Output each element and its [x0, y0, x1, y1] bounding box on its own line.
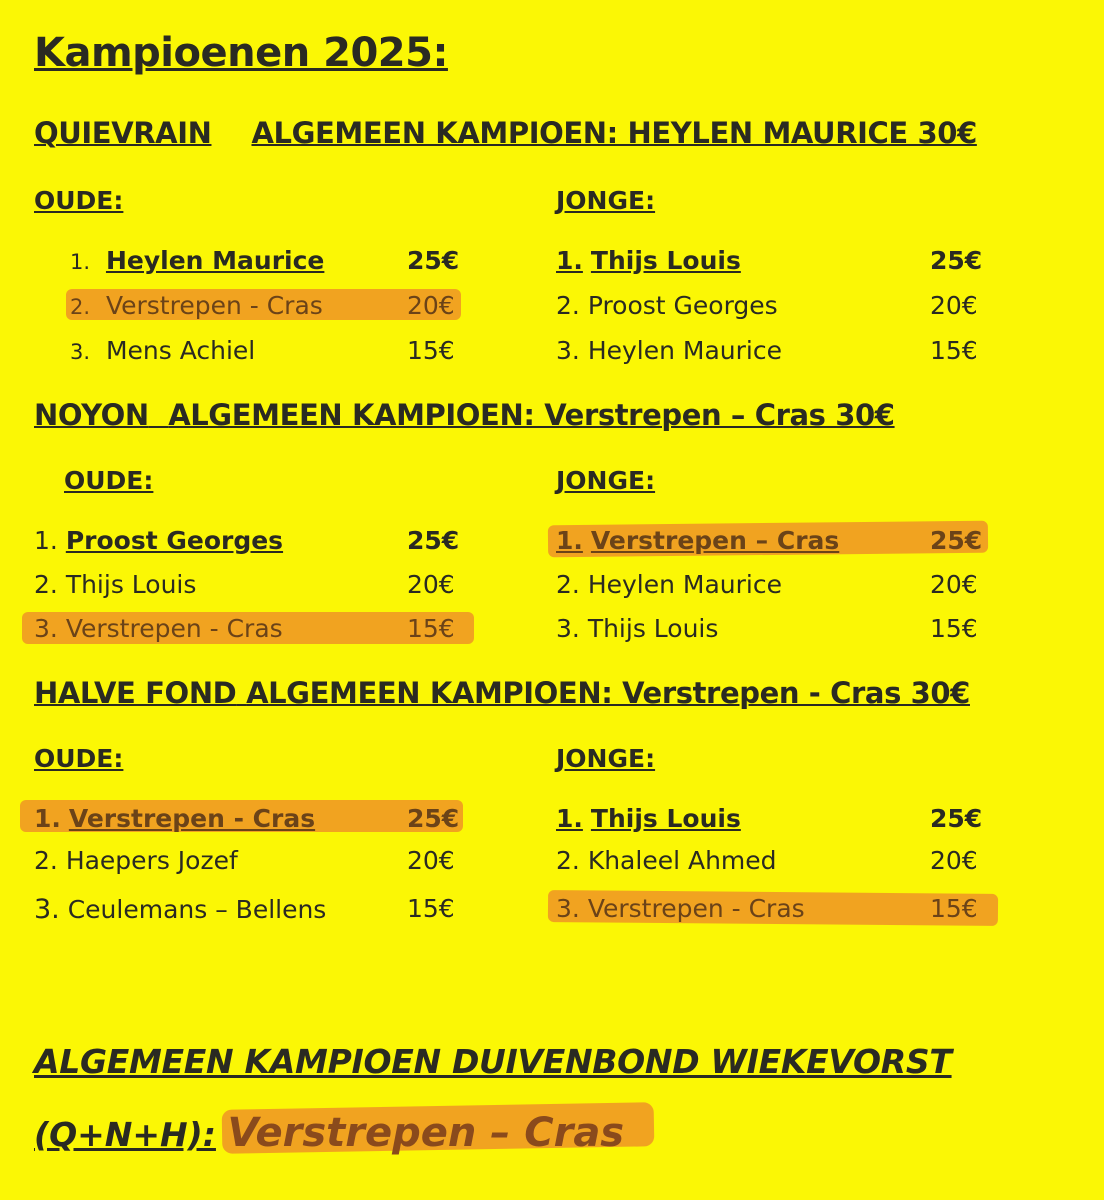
- final-heading: ALGEMEEN KAMPIOEN DUIVENBOND WIEKEVORST: [34, 1042, 952, 1081]
- list-item: 1. Verstrepen - Cras: [34, 804, 316, 833]
- prize-value: 15€: [930, 614, 978, 643]
- section-champion: ALGEMEEN KAMPIOEN: Verstrepen – Cras 30€: [168, 398, 895, 432]
- list-item: 3. Thijs Louis: [556, 614, 719, 643]
- list-item: 2. Thijs Louis: [34, 570, 197, 599]
- section-champion: ALGEMEEN KAMPIOEN: HEYLEN MAURICE 30€: [251, 116, 977, 150]
- prize-value: 25€: [930, 804, 983, 833]
- list-item: 2. Proost Georges: [556, 291, 778, 320]
- prize-value: 20€: [930, 570, 978, 599]
- list-item: 1. Verstrepen – Cras: [556, 526, 840, 555]
- list-item: 2. Khaleel Ahmed: [556, 846, 777, 875]
- prize-value: 20€: [930, 846, 978, 875]
- page-title: Kampioenen 2025:: [34, 30, 448, 76]
- jonge-heading: JONGE:: [556, 186, 656, 215]
- section-title-halve-fond: [34, 676, 970, 710]
- prize-value: 25€: [930, 526, 983, 555]
- list-item: 3. Heylen Maurice: [556, 336, 782, 365]
- section-title-noyon: [34, 398, 895, 432]
- section-champion: ALGEMEEN KAMPIOEN: Verstrepen - Cras 30€: [246, 676, 970, 710]
- prize-value: 25€: [407, 246, 460, 275]
- prize-value: 15€: [930, 336, 978, 365]
- list-item: 3. Verstrepen - Cras: [556, 894, 805, 923]
- jonge-heading: JONGE:: [556, 744, 656, 773]
- final-label: (Q+N+H):: [34, 1115, 216, 1154]
- list-item: 2. Verstrepen - Cras: [70, 291, 323, 320]
- list-item: 3. Ceulemans – Bellens: [34, 894, 327, 925]
- prize-value: 20€: [407, 291, 455, 320]
- list-item: 1. Proost Georges: [34, 526, 284, 555]
- list-item: 2. Heylen Maurice: [556, 570, 782, 599]
- jonge-heading: JONGE:: [556, 466, 656, 495]
- list-item: 1. Thijs Louis: [556, 804, 741, 833]
- list-item: 2. Haepers Jozef: [34, 846, 238, 875]
- oude-heading: OUDE:: [64, 466, 154, 495]
- prize-value: 20€: [407, 846, 455, 875]
- prize-value: 15€: [407, 894, 455, 923]
- final-line: [34, 1110, 624, 1156]
- list-item: 3. Mens Achiel: [70, 336, 256, 365]
- prize-value: 15€: [407, 336, 455, 365]
- prize-value: 25€: [407, 804, 460, 833]
- prize-value: 25€: [930, 246, 983, 275]
- oude-heading: OUDE:: [34, 744, 124, 773]
- section-name: NOYON: [34, 398, 149, 432]
- oude-heading: OUDE:: [34, 186, 124, 215]
- list-item: 3. Verstrepen - Cras: [34, 614, 283, 643]
- section-name: QUIEVRAIN: [34, 116, 212, 150]
- prize-value: 15€: [407, 614, 455, 643]
- list-item: 1. Heylen Maurice: [70, 246, 325, 275]
- prize-value: 15€: [930, 894, 978, 923]
- section-title-quievrain: [34, 116, 977, 150]
- section-name: HALVE FOND: [34, 676, 237, 710]
- prize-value: 20€: [930, 291, 978, 320]
- list-item: 1. Thijs Louis: [556, 246, 741, 275]
- prize-value: 25€: [407, 526, 460, 555]
- prize-value: 20€: [407, 570, 455, 599]
- final-winner: Verstrepen – Cras: [227, 1110, 625, 1156]
